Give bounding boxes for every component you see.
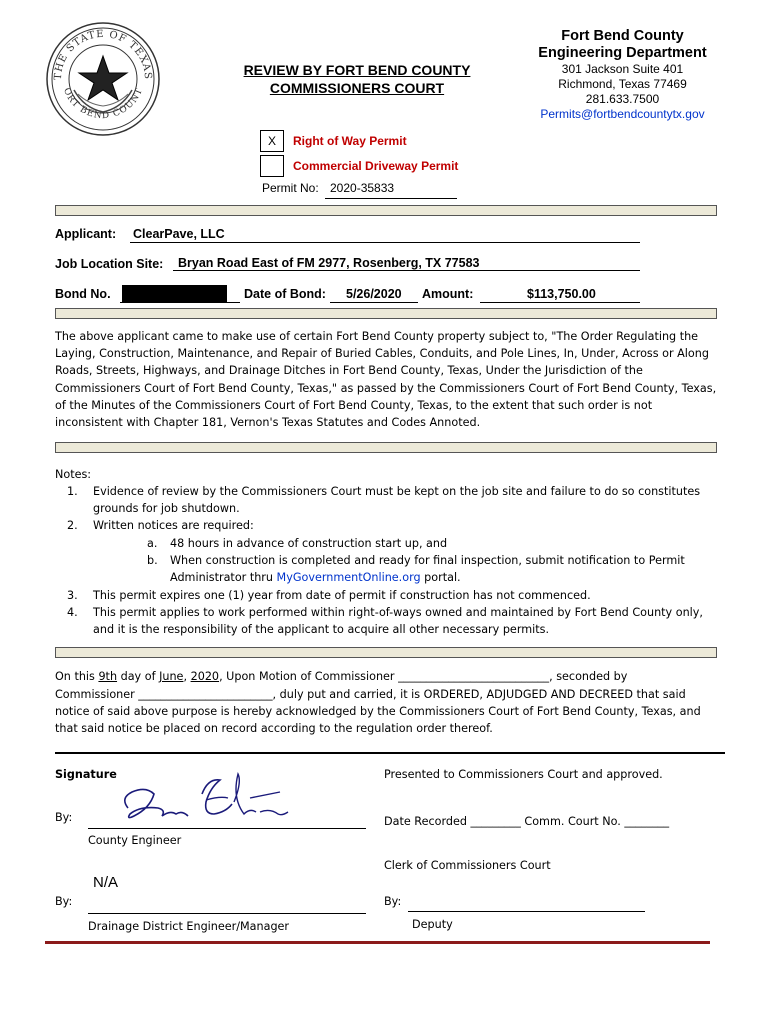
note-4-number: 4. xyxy=(67,606,78,619)
note-2-number: 2. xyxy=(67,519,78,532)
job-location-label: Job Location Site: xyxy=(55,257,164,271)
section-divider-1 xyxy=(55,205,717,216)
by-label-2: By: xyxy=(55,895,73,908)
note-2b-line-1: When construction is completed and ready for final inspection, submit notification to Permit xyxy=(170,554,685,567)
bottom-rule xyxy=(45,941,710,944)
permit-no-value: 2020-35833 xyxy=(330,181,395,195)
by-label-3: By: xyxy=(384,895,402,908)
page-title xyxy=(222,61,492,97)
note-2b-prefix: Administrator thru xyxy=(170,571,277,584)
note-2b-letter: b. xyxy=(147,554,158,567)
note-1-line-2: grounds for job shutdown. xyxy=(93,502,240,515)
presented-text: Presented to Commissioners Court and approved. xyxy=(384,768,663,781)
signature-heading: Signature xyxy=(55,768,117,781)
drainage-engineer-label: Drainage District Engineer/Manager xyxy=(88,920,290,933)
order-text-c: , xyxy=(183,670,191,683)
drainage-signature-line xyxy=(88,913,366,914)
note-1-number: 1. xyxy=(67,485,78,498)
by-label-1: By: xyxy=(55,811,73,824)
section-divider-2 xyxy=(55,308,717,319)
note-3-number: 3. xyxy=(67,589,78,602)
svg-text:FORT BEND COUNTY: ORT BEND COUNT xyxy=(60,86,146,122)
bond-amount-value: $113,750.00 xyxy=(527,287,596,301)
dept-subname: Engineering Department xyxy=(538,45,707,61)
applicant-value: ClearPave, LLC xyxy=(133,227,225,241)
county-engineer-signature xyxy=(110,768,290,833)
dept-address-1: 301 Jackson Suite 401 xyxy=(561,62,684,76)
note-4-line-1: This permit applies to work performed within right-of-ways owned and maintained by Fort Bend County only, xyxy=(93,606,703,619)
county-engineer-signature-line xyxy=(88,828,366,829)
deputy-signature-line xyxy=(408,911,645,912)
bond-amount-underline xyxy=(480,302,640,303)
county-engineer-label: County Engineer xyxy=(88,834,182,847)
order-year: 2020 xyxy=(190,670,220,683)
permit-no-label: Permit No: xyxy=(262,181,319,195)
right-of-way-label: Right of Way Permit xyxy=(293,134,407,148)
na-text: N/A xyxy=(93,874,119,891)
order-line-2: Commissioner ________________________, duly put and carried, it is ORDERED, ADJUDGED AND DECREED that said xyxy=(55,688,686,701)
order-text-a: On this xyxy=(55,670,99,683)
job-location-underline xyxy=(173,270,640,271)
bond-date-underline xyxy=(330,302,418,303)
order-line-1 xyxy=(55,668,627,685)
county-seal xyxy=(44,20,162,138)
note-2a-letter: a. xyxy=(147,537,158,550)
commercial-driveway-label: Commercial Driveway Permit xyxy=(293,159,459,173)
right-of-way-checkbox[interactable]: X xyxy=(260,130,284,152)
section-divider-3 xyxy=(55,442,717,453)
note-4-line-2: and it is the responsibility of the applicant to acquire all other necessary permits. xyxy=(93,623,549,636)
notes-title: Notes: xyxy=(55,468,92,481)
order-text-b: day of xyxy=(117,670,160,683)
note-1-line-1: Evidence of review by the Commissioners Court must be kept on the job site and failure to do so constitutes xyxy=(93,485,701,498)
applicant-underline xyxy=(130,242,640,243)
note-2b-line-2 xyxy=(170,569,461,586)
note-2a-text: 48 hours in advance of construction start up, and xyxy=(170,537,448,550)
note-2-text: Written notices are required: xyxy=(93,519,254,532)
bond-date-value: 5/26/2020 xyxy=(346,287,402,301)
order-month: June xyxy=(159,670,184,683)
order-text-d: , Upon Motion of Commissioner ___________________________, seconded by xyxy=(219,670,628,683)
bond-date-label: Date of Bond: xyxy=(244,287,326,301)
bond-number-redacted xyxy=(122,285,227,302)
job-location-value: Bryan Road East of FM 2977, Rosenberg, TX 77583 xyxy=(178,256,480,270)
title-line-2: COMMISSIONERS COURT xyxy=(269,80,445,96)
mygovernmentonline-link[interactable]: MyGovernmentOnline.org xyxy=(276,571,421,584)
department-block xyxy=(510,28,735,122)
main-paragraph: The above applicant came to make use of certain Fort Bend County property subject to, "The Order Regulating the Laying, Construction, Maintenance, and Repair of Buried Cables, Conduits, and Pole Lines, In, Under, Across or Along Roads, Streets, Highways, and Drainage Ditches in Fort Bend County, Texas, Under the Jurisdiction of the Commissioners Court of Fort Bend County, Texas," as passed by the Commissioners Court of Fort Bend County, Texas, of the Minutes of the Commissioners Court of Fort Bend County, Texas, to the extent that such order is not inconsistent with Chapter 181, Vernon's Texas Statutes and Codes Annoted. xyxy=(55,330,717,430)
bond-amount-label: Amount: xyxy=(422,287,474,301)
note-2b-suffix: portal. xyxy=(420,571,461,584)
date-recorded-text: Date Recorded _________ Comm. Court No. ________ xyxy=(384,815,670,828)
dept-name: Fort Bend County xyxy=(561,28,684,44)
note-3-text: This permit expires one (1) year from date of permit if construction has not commenced. xyxy=(93,589,591,602)
signature-divider xyxy=(55,752,725,754)
section-divider-4 xyxy=(55,647,717,658)
applicant-label: Applicant: xyxy=(55,227,117,241)
bond-label: Bond No. xyxy=(55,287,111,301)
title-line-1: REVIEW BY FORT BEND COUNTY xyxy=(243,62,471,78)
bond-underline xyxy=(120,302,240,303)
dept-email-link[interactable]: Permits@fortbendcountytx.gov xyxy=(540,107,705,121)
dept-phone: 281.633.7500 xyxy=(585,92,660,106)
deputy-label: Deputy xyxy=(412,918,453,931)
order-line-4: that said notice be placed on record according to the regulation order thereof. xyxy=(55,722,493,735)
svg-text:THE STATE OF TEXAS: THE STATE OF TEXAS xyxy=(52,28,154,81)
order-line-3: notice of said above purpose is hereby acknowledged by the Commissioners Court of Fort Bend County, Texas, and xyxy=(55,705,701,718)
dept-address-2: Richmond, Texas 77469 xyxy=(558,77,687,91)
permit-no-underline xyxy=(325,198,457,199)
order-day: 9th xyxy=(98,670,118,683)
commercial-driveway-checkbox[interactable] xyxy=(260,155,284,177)
clerk-text: Clerk of Commissioners Court xyxy=(384,859,551,872)
